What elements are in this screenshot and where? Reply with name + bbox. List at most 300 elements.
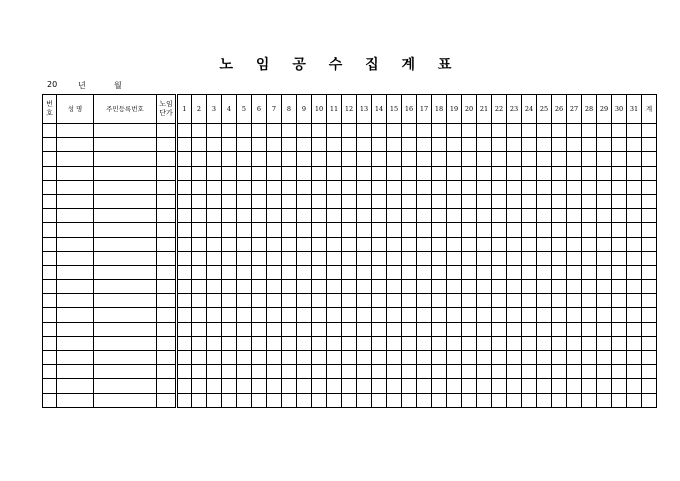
table-cell[interactable] xyxy=(94,308,157,322)
table-cell[interactable] xyxy=(192,265,207,279)
table-cell[interactable] xyxy=(447,265,462,279)
table-cell[interactable] xyxy=(612,166,627,180)
table-cell[interactable] xyxy=(222,180,237,194)
table-cell[interactable] xyxy=(57,223,94,237)
table-cell[interactable] xyxy=(522,166,537,180)
table-cell[interactable] xyxy=(402,294,417,308)
table-cell[interactable] xyxy=(492,180,507,194)
table-cell[interactable] xyxy=(447,351,462,365)
table-cell[interactable] xyxy=(267,180,282,194)
table-cell[interactable] xyxy=(282,393,297,407)
table-cell[interactable] xyxy=(522,351,537,365)
table-cell[interactable] xyxy=(627,180,642,194)
table-cell[interactable] xyxy=(312,280,327,294)
table-cell[interactable] xyxy=(237,194,252,208)
table-cell[interactable] xyxy=(387,336,402,350)
table-cell[interactable] xyxy=(327,393,342,407)
table-cell[interactable] xyxy=(57,237,94,251)
table-cell[interactable] xyxy=(477,336,492,350)
table-cell[interactable] xyxy=(94,180,157,194)
table-cell[interactable] xyxy=(43,336,57,350)
table-cell[interactable] xyxy=(43,322,57,336)
table-cell[interactable] xyxy=(282,209,297,223)
table-cell[interactable] xyxy=(642,336,657,350)
table-cell[interactable] xyxy=(297,209,312,223)
table-cell[interactable] xyxy=(417,265,432,279)
table-cell[interactable] xyxy=(507,280,522,294)
table-cell[interactable] xyxy=(507,294,522,308)
table-cell[interactable] xyxy=(447,379,462,393)
table-cell[interactable] xyxy=(417,194,432,208)
table-cell[interactable] xyxy=(192,138,207,152)
table-cell[interactable] xyxy=(372,351,387,365)
table-cell[interactable] xyxy=(582,124,597,138)
table-cell[interactable] xyxy=(312,138,327,152)
table-cell[interactable] xyxy=(252,237,267,251)
table-cell[interactable] xyxy=(282,180,297,194)
table-cell[interactable] xyxy=(477,237,492,251)
table-cell[interactable] xyxy=(267,223,282,237)
table-cell[interactable] xyxy=(157,166,177,180)
table-cell[interactable] xyxy=(342,379,357,393)
table-cell[interactable] xyxy=(252,336,267,350)
table-cell[interactable] xyxy=(43,379,57,393)
table-cell[interactable] xyxy=(417,379,432,393)
table-cell[interactable] xyxy=(597,308,612,322)
table-cell[interactable] xyxy=(282,124,297,138)
table-cell[interactable] xyxy=(357,379,372,393)
table-cell[interactable] xyxy=(582,194,597,208)
table-cell[interactable] xyxy=(177,336,192,350)
table-cell[interactable] xyxy=(372,124,387,138)
table-cell[interactable] xyxy=(417,152,432,166)
table-cell[interactable] xyxy=(94,265,157,279)
table-cell[interactable] xyxy=(402,308,417,322)
table-cell[interactable] xyxy=(477,152,492,166)
table-cell[interactable] xyxy=(642,138,657,152)
table-cell[interactable] xyxy=(222,251,237,265)
table-cell[interactable] xyxy=(627,351,642,365)
table-cell[interactable] xyxy=(357,308,372,322)
table-cell[interactable] xyxy=(207,223,222,237)
table-cell[interactable] xyxy=(57,124,94,138)
table-cell[interactable] xyxy=(387,166,402,180)
table-cell[interactable] xyxy=(94,393,157,407)
table-cell[interactable] xyxy=(417,180,432,194)
table-cell[interactable] xyxy=(267,294,282,308)
table-cell[interactable] xyxy=(342,308,357,322)
table-cell[interactable] xyxy=(477,379,492,393)
table-cell[interactable] xyxy=(342,152,357,166)
table-cell[interactable] xyxy=(642,365,657,379)
table-cell[interactable] xyxy=(297,237,312,251)
table-cell[interactable] xyxy=(297,138,312,152)
table-cell[interactable] xyxy=(252,180,267,194)
table-cell[interactable] xyxy=(43,152,57,166)
table-cell[interactable] xyxy=(342,138,357,152)
table-cell[interactable] xyxy=(94,166,157,180)
table-cell[interactable] xyxy=(342,166,357,180)
table-cell[interactable] xyxy=(642,194,657,208)
table-cell[interactable] xyxy=(387,180,402,194)
table-cell[interactable] xyxy=(402,166,417,180)
table-cell[interactable] xyxy=(567,237,582,251)
table-cell[interactable] xyxy=(157,251,177,265)
table-cell[interactable] xyxy=(402,180,417,194)
table-cell[interactable] xyxy=(43,124,57,138)
table-cell[interactable] xyxy=(612,223,627,237)
table-cell[interactable] xyxy=(297,124,312,138)
table-cell[interactable] xyxy=(267,365,282,379)
table-cell[interactable] xyxy=(297,365,312,379)
table-cell[interactable] xyxy=(522,194,537,208)
table-cell[interactable] xyxy=(312,223,327,237)
table-cell[interactable] xyxy=(417,322,432,336)
table-cell[interactable] xyxy=(297,166,312,180)
table-cell[interactable] xyxy=(207,166,222,180)
table-cell[interactable] xyxy=(597,336,612,350)
table-cell[interactable] xyxy=(282,322,297,336)
table-cell[interactable] xyxy=(432,336,447,350)
table-cell[interactable] xyxy=(282,351,297,365)
table-cell[interactable] xyxy=(417,365,432,379)
table-cell[interactable] xyxy=(492,365,507,379)
table-cell[interactable] xyxy=(537,294,552,308)
table-cell[interactable] xyxy=(642,251,657,265)
table-cell[interactable] xyxy=(177,294,192,308)
table-cell[interactable] xyxy=(207,280,222,294)
table-cell[interactable] xyxy=(222,223,237,237)
table-cell[interactable] xyxy=(252,209,267,223)
table-cell[interactable] xyxy=(477,194,492,208)
table-cell[interactable] xyxy=(492,308,507,322)
table-cell[interactable] xyxy=(462,379,477,393)
table-cell[interactable] xyxy=(537,379,552,393)
table-cell[interactable] xyxy=(537,365,552,379)
table-cell[interactable] xyxy=(447,209,462,223)
table-cell[interactable] xyxy=(522,379,537,393)
table-cell[interactable] xyxy=(192,251,207,265)
table-cell[interactable] xyxy=(417,124,432,138)
table-cell[interactable] xyxy=(612,308,627,322)
table-cell[interactable] xyxy=(462,365,477,379)
table-cell[interactable] xyxy=(267,351,282,365)
table-cell[interactable] xyxy=(192,294,207,308)
table-cell[interactable] xyxy=(222,379,237,393)
table-cell[interactable] xyxy=(297,251,312,265)
table-cell[interactable] xyxy=(402,194,417,208)
table-cell[interactable] xyxy=(207,322,222,336)
table-cell[interactable] xyxy=(462,336,477,350)
table-cell[interactable] xyxy=(597,322,612,336)
table-cell[interactable] xyxy=(402,336,417,350)
table-cell[interactable] xyxy=(432,379,447,393)
table-cell[interactable] xyxy=(597,294,612,308)
table-cell[interactable] xyxy=(627,365,642,379)
table-cell[interactable] xyxy=(237,251,252,265)
table-cell[interactable] xyxy=(552,265,567,279)
table-cell[interactable] xyxy=(357,322,372,336)
table-cell[interactable] xyxy=(252,251,267,265)
table-cell[interactable] xyxy=(567,194,582,208)
table-cell[interactable] xyxy=(327,152,342,166)
table-cell[interactable] xyxy=(43,365,57,379)
table-cell[interactable] xyxy=(312,166,327,180)
table-cell[interactable] xyxy=(492,194,507,208)
table-cell[interactable] xyxy=(462,209,477,223)
table-cell[interactable] xyxy=(627,124,642,138)
table-cell[interactable] xyxy=(94,351,157,365)
table-cell[interactable] xyxy=(282,294,297,308)
table-cell[interactable] xyxy=(157,379,177,393)
table-cell[interactable] xyxy=(507,223,522,237)
table-cell[interactable] xyxy=(222,152,237,166)
table-cell[interactable] xyxy=(642,152,657,166)
table-cell[interactable] xyxy=(312,194,327,208)
table-cell[interactable] xyxy=(267,336,282,350)
table-cell[interactable] xyxy=(582,379,597,393)
table-cell[interactable] xyxy=(642,351,657,365)
table-cell[interactable] xyxy=(43,351,57,365)
table-cell[interactable] xyxy=(447,237,462,251)
table-cell[interactable] xyxy=(357,351,372,365)
table-cell[interactable] xyxy=(157,294,177,308)
table-cell[interactable] xyxy=(192,351,207,365)
table-cell[interactable] xyxy=(582,351,597,365)
table-cell[interactable] xyxy=(477,308,492,322)
table-cell[interactable] xyxy=(192,379,207,393)
table-cell[interactable] xyxy=(507,365,522,379)
table-cell[interactable] xyxy=(432,322,447,336)
table-cell[interactable] xyxy=(157,237,177,251)
table-cell[interactable] xyxy=(327,124,342,138)
table-cell[interactable] xyxy=(612,152,627,166)
table-cell[interactable] xyxy=(267,166,282,180)
table-cell[interactable] xyxy=(552,223,567,237)
table-cell[interactable] xyxy=(372,194,387,208)
table-cell[interactable] xyxy=(612,379,627,393)
table-cell[interactable] xyxy=(522,294,537,308)
table-cell[interactable] xyxy=(432,251,447,265)
table-cell[interactable] xyxy=(222,294,237,308)
table-cell[interactable] xyxy=(537,393,552,407)
table-cell[interactable] xyxy=(477,166,492,180)
table-cell[interactable] xyxy=(522,223,537,237)
table-cell[interactable] xyxy=(357,223,372,237)
table-cell[interactable] xyxy=(342,336,357,350)
table-cell[interactable] xyxy=(522,138,537,152)
table-cell[interactable] xyxy=(207,393,222,407)
table-cell[interactable] xyxy=(192,124,207,138)
table-cell[interactable] xyxy=(552,393,567,407)
table-cell[interactable] xyxy=(597,152,612,166)
table-cell[interactable] xyxy=(642,308,657,322)
table-cell[interactable] xyxy=(267,237,282,251)
table-cell[interactable] xyxy=(447,166,462,180)
table-cell[interactable] xyxy=(642,237,657,251)
table-cell[interactable] xyxy=(312,209,327,223)
table-cell[interactable] xyxy=(387,138,402,152)
table-cell[interactable] xyxy=(327,280,342,294)
table-cell[interactable] xyxy=(357,336,372,350)
table-cell[interactable] xyxy=(94,237,157,251)
table-cell[interactable] xyxy=(567,152,582,166)
table-cell[interactable] xyxy=(157,180,177,194)
table-cell[interactable] xyxy=(357,280,372,294)
table-cell[interactable] xyxy=(177,365,192,379)
table-cell[interactable] xyxy=(357,152,372,166)
table-cell[interactable] xyxy=(282,336,297,350)
table-cell[interactable] xyxy=(207,336,222,350)
table-cell[interactable] xyxy=(57,322,94,336)
table-cell[interactable] xyxy=(642,180,657,194)
table-cell[interactable] xyxy=(492,237,507,251)
table-cell[interactable] xyxy=(327,166,342,180)
table-cell[interactable] xyxy=(207,351,222,365)
table-cell[interactable] xyxy=(447,138,462,152)
table-cell[interactable] xyxy=(327,180,342,194)
table-cell[interactable] xyxy=(597,379,612,393)
table-cell[interactable] xyxy=(94,209,157,223)
table-cell[interactable] xyxy=(267,138,282,152)
table-cell[interactable] xyxy=(567,351,582,365)
table-cell[interactable] xyxy=(192,166,207,180)
table-cell[interactable] xyxy=(537,280,552,294)
table-cell[interactable] xyxy=(522,336,537,350)
table-cell[interactable] xyxy=(597,280,612,294)
table-cell[interactable] xyxy=(327,251,342,265)
table-cell[interactable] xyxy=(94,365,157,379)
table-cell[interactable] xyxy=(252,124,267,138)
table-cell[interactable] xyxy=(43,138,57,152)
table-cell[interactable] xyxy=(342,265,357,279)
table-cell[interactable] xyxy=(312,393,327,407)
table-cell[interactable] xyxy=(402,393,417,407)
table-cell[interactable] xyxy=(432,180,447,194)
table-cell[interactable] xyxy=(522,152,537,166)
table-cell[interactable] xyxy=(432,152,447,166)
table-cell[interactable] xyxy=(582,223,597,237)
table-cell[interactable] xyxy=(552,365,567,379)
table-cell[interactable] xyxy=(157,365,177,379)
table-cell[interactable] xyxy=(462,138,477,152)
table-cell[interactable] xyxy=(222,166,237,180)
table-cell[interactable] xyxy=(492,223,507,237)
table-cell[interactable] xyxy=(552,152,567,166)
table-cell[interactable] xyxy=(612,251,627,265)
table-cell[interactable] xyxy=(157,138,177,152)
table-cell[interactable] xyxy=(642,124,657,138)
table-cell[interactable] xyxy=(222,351,237,365)
table-cell[interactable] xyxy=(177,138,192,152)
table-cell[interactable] xyxy=(492,209,507,223)
table-cell[interactable] xyxy=(567,365,582,379)
table-cell[interactable] xyxy=(387,237,402,251)
table-cell[interactable] xyxy=(282,265,297,279)
table-cell[interactable] xyxy=(327,351,342,365)
table-cell[interactable] xyxy=(492,138,507,152)
table-cell[interactable] xyxy=(267,152,282,166)
table-cell[interactable] xyxy=(537,166,552,180)
table-cell[interactable] xyxy=(537,351,552,365)
table-cell[interactable] xyxy=(357,209,372,223)
table-cell[interactable] xyxy=(612,237,627,251)
table-cell[interactable] xyxy=(237,379,252,393)
table-cell[interactable] xyxy=(327,138,342,152)
table-cell[interactable] xyxy=(342,194,357,208)
table-cell[interactable] xyxy=(57,379,94,393)
table-cell[interactable] xyxy=(237,336,252,350)
table-cell[interactable] xyxy=(282,166,297,180)
table-cell[interactable] xyxy=(627,194,642,208)
table-cell[interactable] xyxy=(612,294,627,308)
table-cell[interactable] xyxy=(237,294,252,308)
table-cell[interactable] xyxy=(177,308,192,322)
table-cell[interactable] xyxy=(537,308,552,322)
table-cell[interactable] xyxy=(447,336,462,350)
table-cell[interactable] xyxy=(642,166,657,180)
table-cell[interactable] xyxy=(43,209,57,223)
table-cell[interactable] xyxy=(627,294,642,308)
table-cell[interactable] xyxy=(567,138,582,152)
table-cell[interactable] xyxy=(342,223,357,237)
table-cell[interactable] xyxy=(402,379,417,393)
table-cell[interactable] xyxy=(57,265,94,279)
table-cell[interactable] xyxy=(267,393,282,407)
table-cell[interactable] xyxy=(507,265,522,279)
table-cell[interactable] xyxy=(537,251,552,265)
table-cell[interactable] xyxy=(567,308,582,322)
table-cell[interactable] xyxy=(207,294,222,308)
table-cell[interactable] xyxy=(387,124,402,138)
table-cell[interactable] xyxy=(312,308,327,322)
table-cell[interactable] xyxy=(567,223,582,237)
table-cell[interactable] xyxy=(627,166,642,180)
table-cell[interactable] xyxy=(582,209,597,223)
table-cell[interactable] xyxy=(43,166,57,180)
table-cell[interactable] xyxy=(222,365,237,379)
table-cell[interactable] xyxy=(387,365,402,379)
table-cell[interactable] xyxy=(342,251,357,265)
table-cell[interactable] xyxy=(492,294,507,308)
table-cell[interactable] xyxy=(192,365,207,379)
table-cell[interactable] xyxy=(387,209,402,223)
table-cell[interactable] xyxy=(582,280,597,294)
table-cell[interactable] xyxy=(522,393,537,407)
table-cell[interactable] xyxy=(312,180,327,194)
table-cell[interactable] xyxy=(312,124,327,138)
table-cell[interactable] xyxy=(252,223,267,237)
table-cell[interactable] xyxy=(297,351,312,365)
table-cell[interactable] xyxy=(597,223,612,237)
table-cell[interactable] xyxy=(222,124,237,138)
table-cell[interactable] xyxy=(552,194,567,208)
table-cell[interactable] xyxy=(417,223,432,237)
table-cell[interactable] xyxy=(612,336,627,350)
table-cell[interactable] xyxy=(252,194,267,208)
table-cell[interactable] xyxy=(597,351,612,365)
table-cell[interactable] xyxy=(507,379,522,393)
table-cell[interactable] xyxy=(477,365,492,379)
table-cell[interactable] xyxy=(447,322,462,336)
table-cell[interactable] xyxy=(477,223,492,237)
table-cell[interactable] xyxy=(57,180,94,194)
table-cell[interactable] xyxy=(627,265,642,279)
table-cell[interactable] xyxy=(207,194,222,208)
table-cell[interactable] xyxy=(642,322,657,336)
table-cell[interactable] xyxy=(642,280,657,294)
table-cell[interactable] xyxy=(432,294,447,308)
